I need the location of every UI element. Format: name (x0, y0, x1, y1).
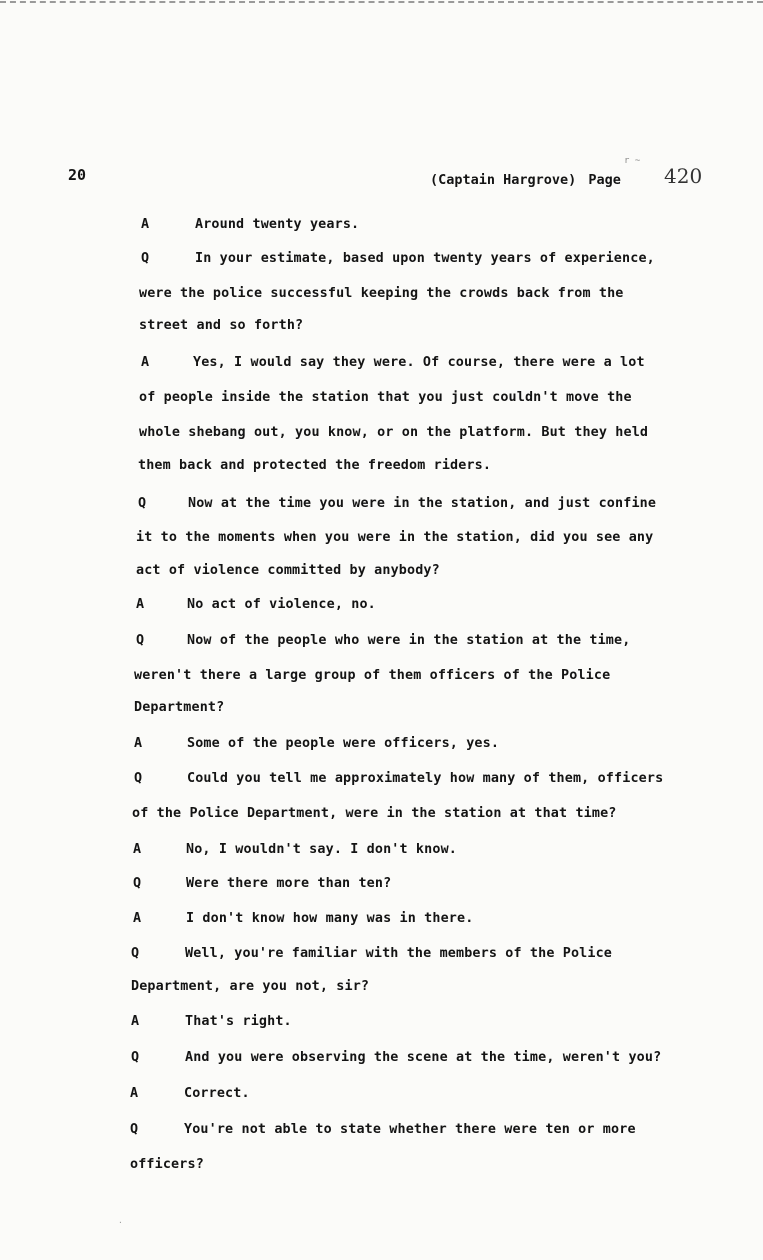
transcript-line: Now of the people who were in the station at the time, (187, 633, 631, 648)
page-header (430, 172, 621, 188)
answer-marker: A (133, 842, 142, 857)
transcript-line: No act of violence, no. (187, 597, 376, 612)
transcript-line: You're not able to state whether there were ten or more (184, 1122, 636, 1137)
transcript-line: it to the moments when you were in the station, did you see any (136, 530, 654, 545)
transcript-line: were the police successful keeping the crowds back from the (139, 286, 624, 301)
transcript-line: Could you tell me approximately how many of them, officers (187, 771, 664, 786)
transcript-line: of the Police Department, were in the station at that time? (132, 806, 617, 821)
transcript-line: of people inside the station that you just couldn't move the (139, 390, 632, 405)
question-marker: Q (131, 946, 140, 961)
scan-speck: · (118, 1218, 123, 1227)
page-label: Page (588, 172, 621, 188)
top-edge-rule (0, 1, 763, 3)
answer-marker: A (141, 217, 150, 232)
transcript-line: Well, you're familiar with the members of the Police (185, 946, 613, 961)
answer-marker: A (130, 1086, 139, 1101)
question-marker: Q (130, 1122, 139, 1137)
witness-name: (Captain Hargrove) (430, 172, 577, 188)
answer-marker: A (141, 355, 150, 370)
transcript-line: And you were observing the scene at the time, weren't you? (185, 1050, 662, 1065)
question-marker: Q (133, 876, 142, 891)
answer-marker: A (131, 1014, 140, 1029)
stamp-mark: r ~ (624, 156, 641, 166)
transcript-line: Now at the time you were in the station, and just confine (188, 496, 657, 511)
transcript-line: act of violence committed by anybody? (136, 563, 440, 578)
answer-marker: A (134, 736, 143, 751)
transcript-line: them back and protected the freedom riders. (138, 458, 492, 473)
transcript-line: Around twenty years. (195, 217, 360, 232)
question-marker: Q (141, 251, 150, 266)
question-marker: Q (131, 1050, 140, 1065)
transcript-line: Department? (134, 700, 225, 715)
page-number: 20 (68, 166, 87, 184)
transcript-line: street and so forth? (139, 318, 304, 333)
transcript-line: Were there more than ten? (186, 876, 392, 891)
transcript-line: Yes, I would say they were. Of course, there were a lot (193, 355, 645, 370)
question-marker: Q (136, 633, 145, 648)
transcript-line: In your estimate, based upon twenty years of experience, (195, 251, 655, 266)
page-stamp-number: 420 (664, 164, 703, 188)
answer-marker: A (133, 911, 142, 926)
transcript-line: No, I wouldn't say. I don't know. (186, 842, 457, 857)
transcript-line: Some of the people were officers, yes. (187, 736, 500, 751)
transcript-line: I don't know how many was in there. (186, 911, 474, 926)
transcript-line: weren't there a large group of them officers of the Police (134, 668, 611, 683)
question-marker: Q (134, 771, 143, 786)
transcript-line: Correct. (184, 1086, 250, 1101)
transcript-line: officers? (130, 1157, 204, 1172)
answer-marker: A (136, 597, 145, 612)
question-marker: Q (138, 496, 147, 511)
transcript-line: Department, are you not, sir? (131, 979, 370, 994)
transcript-line: whole shebang out, you know, or on the platform. But they held (139, 425, 649, 440)
transcript-line: That's right. (185, 1014, 292, 1029)
